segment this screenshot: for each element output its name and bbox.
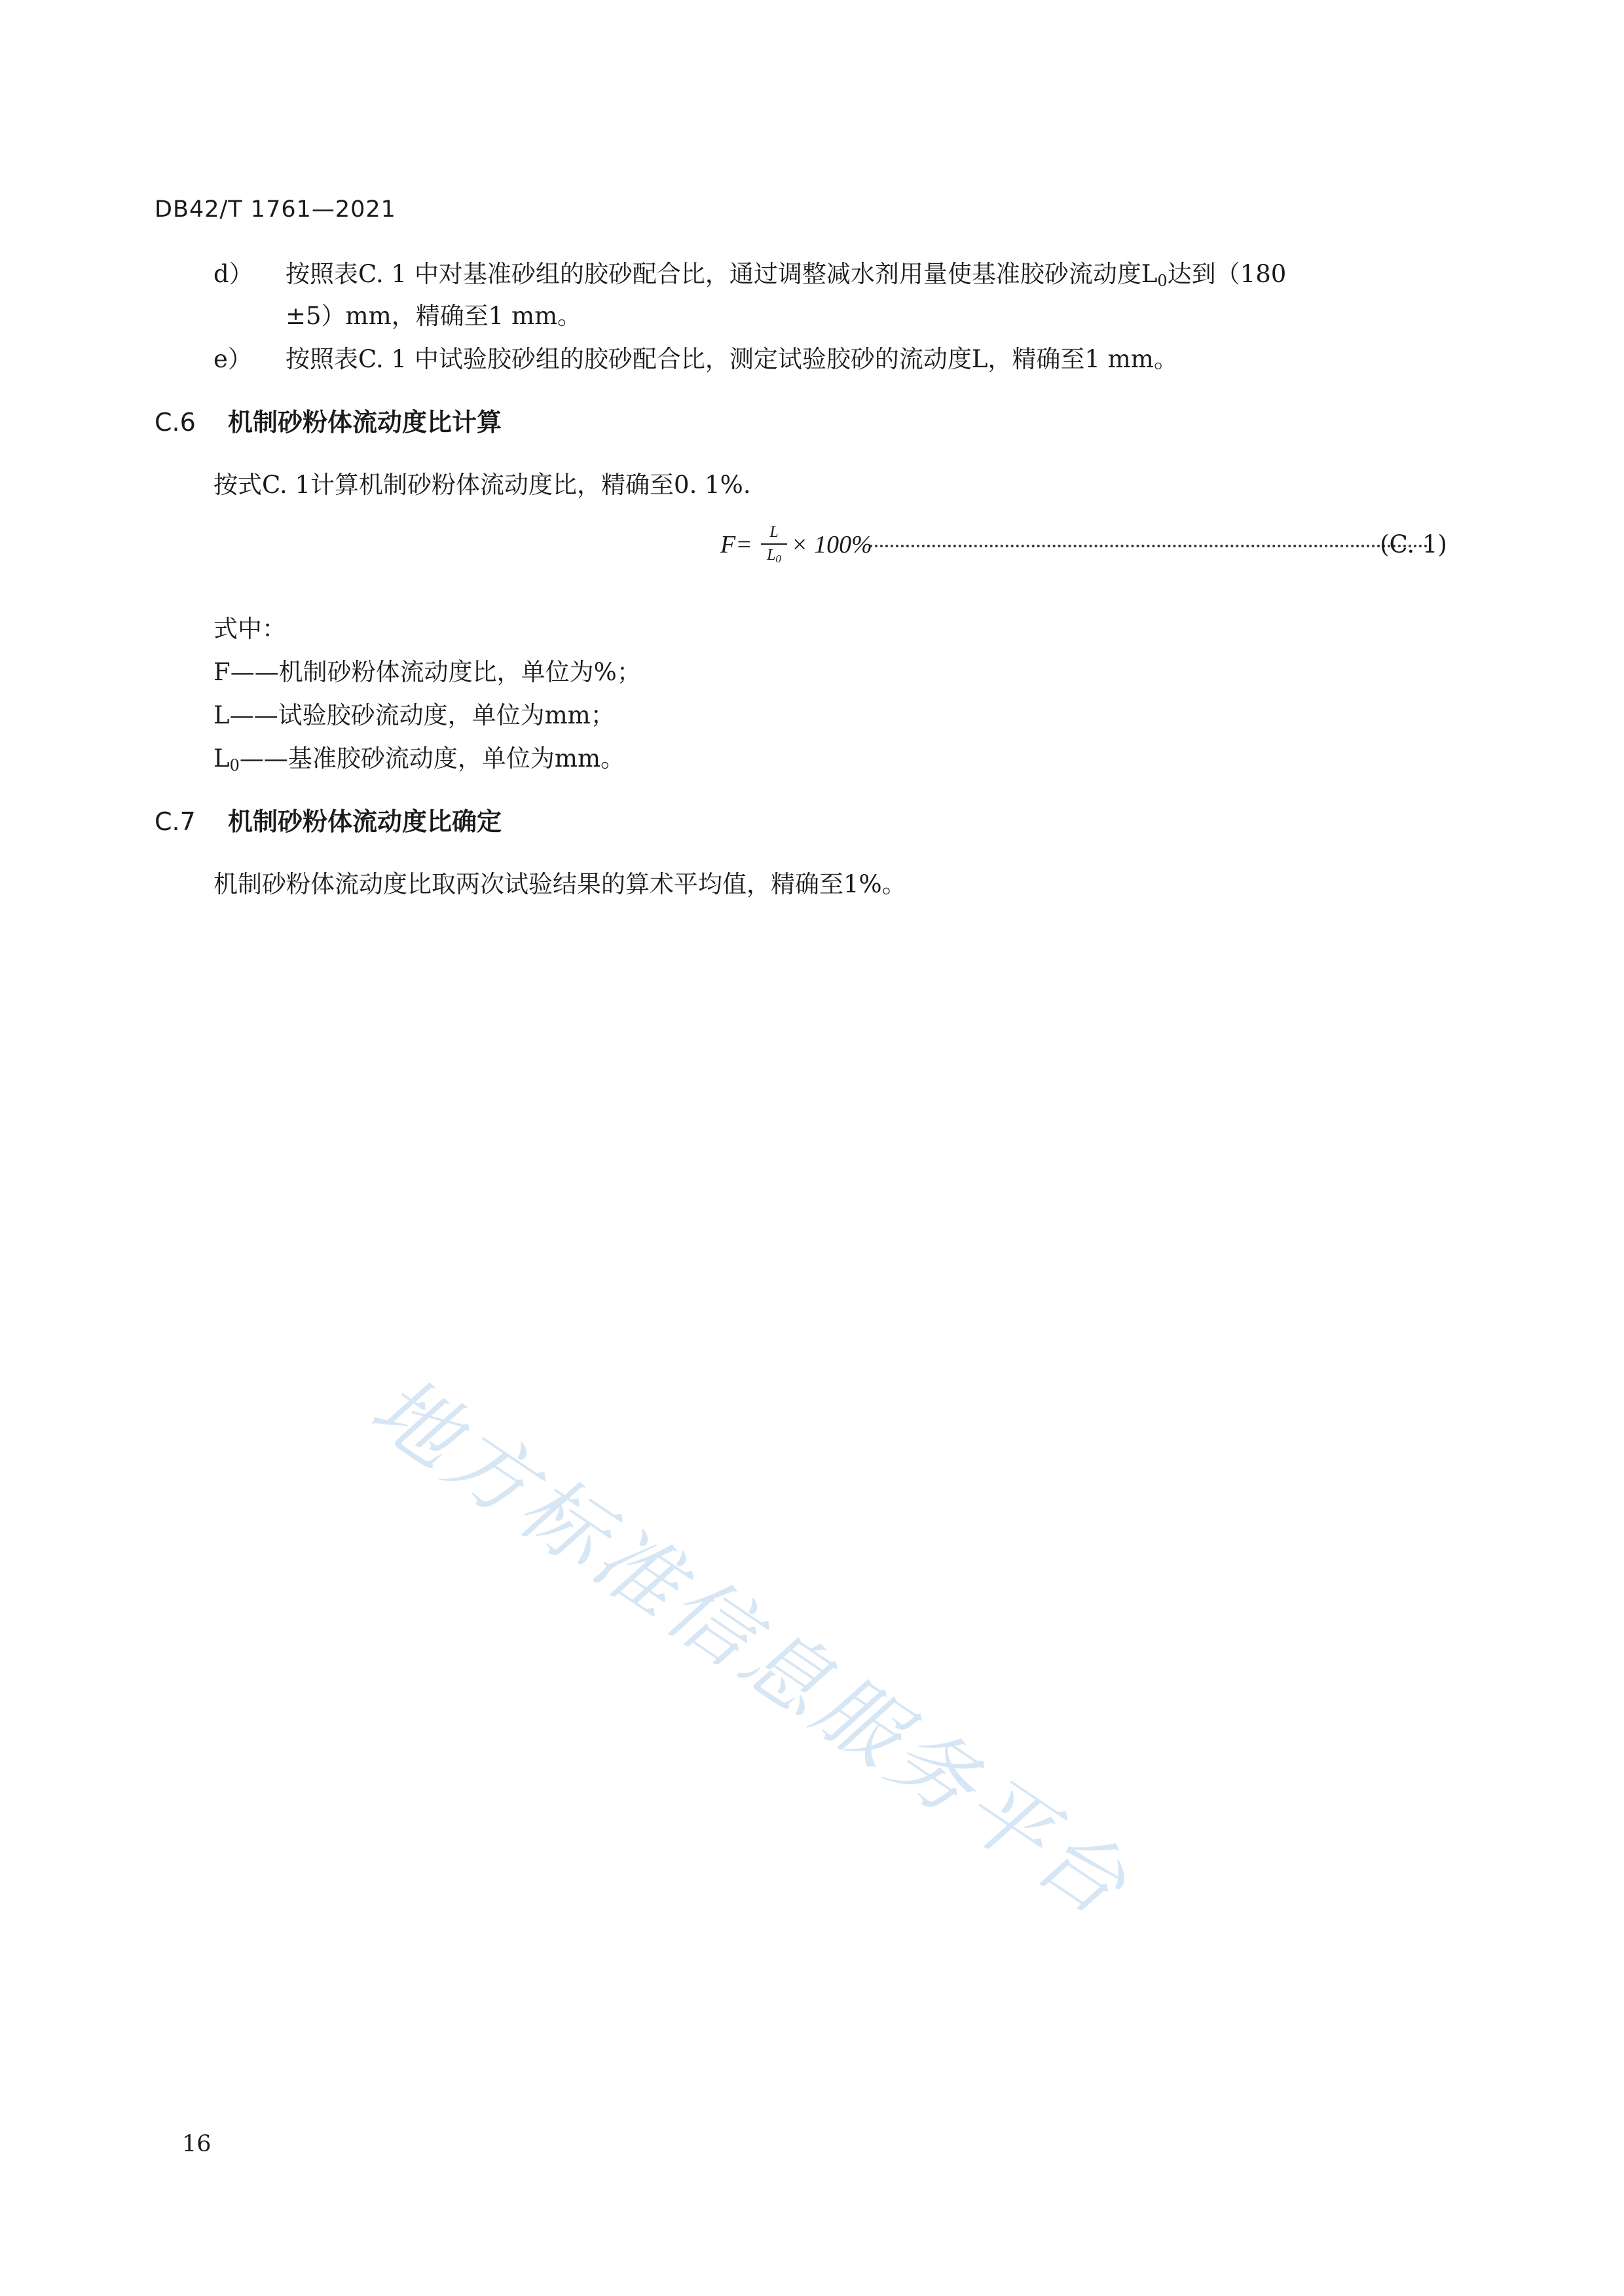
formula-fraction [761, 524, 787, 566]
list-item-e-line1: 按照表C. 1 中试验胶砂组的胶砂配合比，测定试验胶砂的流动度L，精确至1 mm。 [286, 345, 1178, 373]
formula-number: (C. 1) [1380, 530, 1447, 558]
definition-l0: L0——基准胶砂流动度，单位为mm。 [213, 744, 625, 774]
formula-lhs: F= [720, 531, 752, 558]
formula-rhs: × 100% [791, 531, 872, 558]
watermark: 地方标准信息服务平台 [354, 1358, 1147, 1937]
list-item-d-line1: 按照表C. 1 中对基准砂组的胶砂配合比，通过调整减水剂用量使基准胶砂流动度L0达到（180 [286, 260, 1287, 290]
page-number: 16 [182, 2131, 212, 2157]
section-c7-number: C.7 [155, 807, 196, 836]
section-c6-intro: 按式C. 1计算机制砂粉体流动度比，精确至0. 1%. [213, 471, 751, 499]
definition-f: F——机制砂粉体流动度比，单位为%； [213, 658, 641, 686]
document-code: DB42/T 1761—2021 [155, 196, 396, 223]
formula-denominator: $L_0$ [767, 547, 781, 565]
list-label-d: d） [213, 260, 253, 288]
formula-c1 [720, 524, 1447, 583]
formula-numerator: L [769, 524, 779, 541]
list-label-e: e） [213, 345, 252, 373]
formula-leader-dots [870, 545, 1428, 547]
section-c6-heading [155, 402, 502, 438]
section-c7-heading [155, 801, 502, 837]
section-c7-title: 机制砂粉体流动度比确定 [228, 807, 502, 836]
definition-l: L——试验胶砂流动度，单位为mm； [213, 701, 615, 729]
where-label: 式中： [213, 615, 286, 643]
section-c6-number: C.6 [155, 408, 196, 437]
list-item-d-line2: ±5）mm，精确至1 mm。 [286, 302, 582, 330]
section-c7-text: 机制砂粉体流动度比取两次试验结果的算术平均值，精确至1%。 [213, 870, 906, 898]
section-c6-title: 机制砂粉体流动度比计算 [228, 408, 502, 437]
